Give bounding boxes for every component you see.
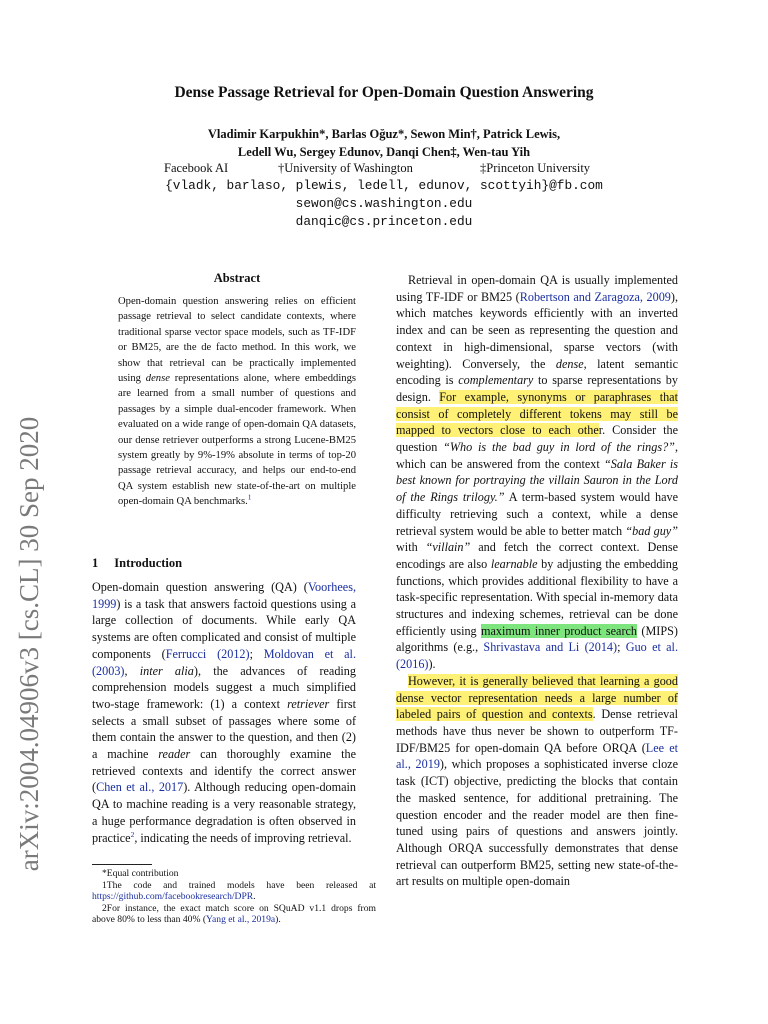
abstract-heading: Abstract	[213, 271, 261, 285]
citation-link[interactable]: Yang et al., 2019a	[206, 914, 276, 926]
footnote-1: 1The code and trained models have been released at https://github.com/facebookresearch/DPR.	[92, 879, 376, 903]
highlight-yellow: For example, synonyms or paraphrases that consist of completely different tokens may still be mapped to vectors close to each othe	[396, 389, 678, 438]
citation-link[interactable]: Lee et al., 2019	[396, 740, 679, 772]
github-link[interactable]: https://github.com/facebookresearch/DPR	[92, 891, 254, 903]
paper-title: Dense Passage Retrieval for Open-Domain Question Answering	[174, 84, 594, 101]
highlight-yellow: However, it is generally believed that learning a good dense vector representation needs a large number of labeled pairs of question and contexts	[396, 673, 678, 722]
citation-link[interactable]: Guo et al. (2016)	[396, 640, 678, 672]
affiliation-washington: †University of Washington	[278, 161, 413, 175]
citation-link[interactable]: Robertson and Zaragoza, 2009	[519, 289, 671, 304]
affiliation-princeton: ‡Princeton University	[480, 161, 591, 175]
citation-link[interactable]: Ferrucci (2012)	[165, 646, 250, 661]
footnote-2: 2For instance, the exact match score on SQuAD v1.1 drops from above 80% to less than 40% (Yang et al., 2019a).	[92, 902, 376, 926]
footnotes	[92, 868, 376, 926]
authors-line-2: Ledell Wu, Sergey Edunov, Danqi Chen‡, Wen-tau Yih	[237, 145, 531, 159]
email-fb: {vladk, barlaso, plewis, ledell, edunov, scottyih}@fb.com	[165, 178, 603, 193]
email-princeton: danqic@cs.princeton.edu	[295, 214, 473, 229]
abstract-body: Open-domain question answering relies on efficient passage retrieval to select candidate contexts, where traditional sparse vector space models, such as TF-IDF or BM25, are the de facto method. In this work, we show that retrieval can be practically implemented using dense representations alone, where embeddings are learned from a small number of questions and passages by a simple dual-encoder framework. When evaluated on a wide range of open-domain QA datasets, our dense retriever outperforms a strong Lucene-BM25 system greatly by 9%-19% absolute in terms of top-20 passage retrieval accuracy, and helps our end-to-end QA system establish new state-of-the-art on multiple open-domain QA benchmarks.$^1$	[118, 296, 356, 508]
email-washington: sewon@cs.washington.edu	[295, 196, 473, 211]
footnote-ref-2[interactable]: 2	[130, 829, 135, 839]
right-column-text	[396, 272, 678, 890]
citation-link[interactable]: Shrivastava and Li (2014)	[483, 640, 618, 655]
citation-link[interactable]: Voorhees, 1999	[92, 580, 356, 611]
citation-link[interactable]: Chen et al., 2017	[96, 780, 184, 795]
footnote-equal-contribution: *Equal contribution	[102, 868, 179, 879]
intro-paragraph: Open-domain question answering (QA) (Voorhees, 1999) is a task that answers factoid questions using a large collection of documents. While early QA systems are often complicated and consist of multiple components (Ferrucci (2012); Moldovan et al. (2003), inter alia), the advances of reading comprehension models suggest a much simplified two-stage framework: (1) a context retriever first selects a small subset of passages where some of them contain the answer to the question, and then (2) a machine reader can thoroughly examine the retrieved contexts and identify the correct answer (Chen et al., 2017). Although reducing open-domain QA to machine reading is a very reasonable strategy, a huge performance degradation is often observed in practice$^2$, indicating the needs of improving retrieval.	[92, 580, 356, 845]
section-heading-introduction: 1 Introduction	[92, 556, 183, 570]
affiliation-facebook: Facebook AI	[164, 161, 229, 175]
highlight-green: maximum inner product search	[481, 623, 638, 638]
footnote-divider	[92, 864, 152, 865]
footnote-ref-1[interactable]: 1	[247, 492, 252, 502]
citation-link[interactable]: Moldovan et al. (2003)	[92, 646, 356, 678]
arxiv-sidebar-label: arXiv:2004.04906v3 [cs.CL] 30 Sep 2020	[14, 416, 44, 872]
right-paragraph-1: Retrieval in open-domain QA is usually implemented using TF-IDF or BM25 (Robertson and Zaragoza, 2009), which matches keywords efficiently with an inverted index and can be seen as representing the question and context in high-dimensional, sparse vectors (with weighting). Conversely, the dense, latent semantic encoding is complementary to sparse representations by design. For example, synonyms or paraphrases that consist of completely different tokens may still be mapped to vectors close to each other. Consider the question “Who is the bad guy in lord of the rings?”, which can be answered from the context “Sala Baker is best known for portraying the villain Sauron in the Lord of the Rings trilogy.” A term-based system would have difficulty retrieving such a context, while a dense retrieval system would be able to better match “bad guy” with “villain” and fetch the correct context. Dense encodings are also learnable by adjusting the embedding functions, which provides additional flexibility to have a task-specific representation. With special in-memory data structures and indexing schemes, retrieval can be done efficiently using maximum inner product search (MIPS) algorithms (e.g., Shrivastava and Li (2014); Guo et al. (2016)).	[396, 273, 678, 672]
right-paragraph-2: However, it is generally believed that learning a good dense vector representation needs a large number of labeled pairs of question and contexts. Dense retrieval methods have thus never be shown to outperform TF-IDF/BM25 for open-domain QA before ORQA (Lee et al., 2019), which proposes a sophisticated inverse cloze task (ICT) objective, predicting the blocks that contain the masked sentence, for additional pretraining. The question encoder and the reader model are then fine-tuned using pairs of questions and answers jointly. Although ORQA successfully demonstrates that dense retrieval can outperform BM25, setting new state-of-the-art results on multiple open-domain	[396, 673, 679, 889]
authors-line-1: Vladimir Karpukhin*, Barlas Oğuz*, Sewon Min†, Patrick Lewis,	[207, 127, 561, 141]
